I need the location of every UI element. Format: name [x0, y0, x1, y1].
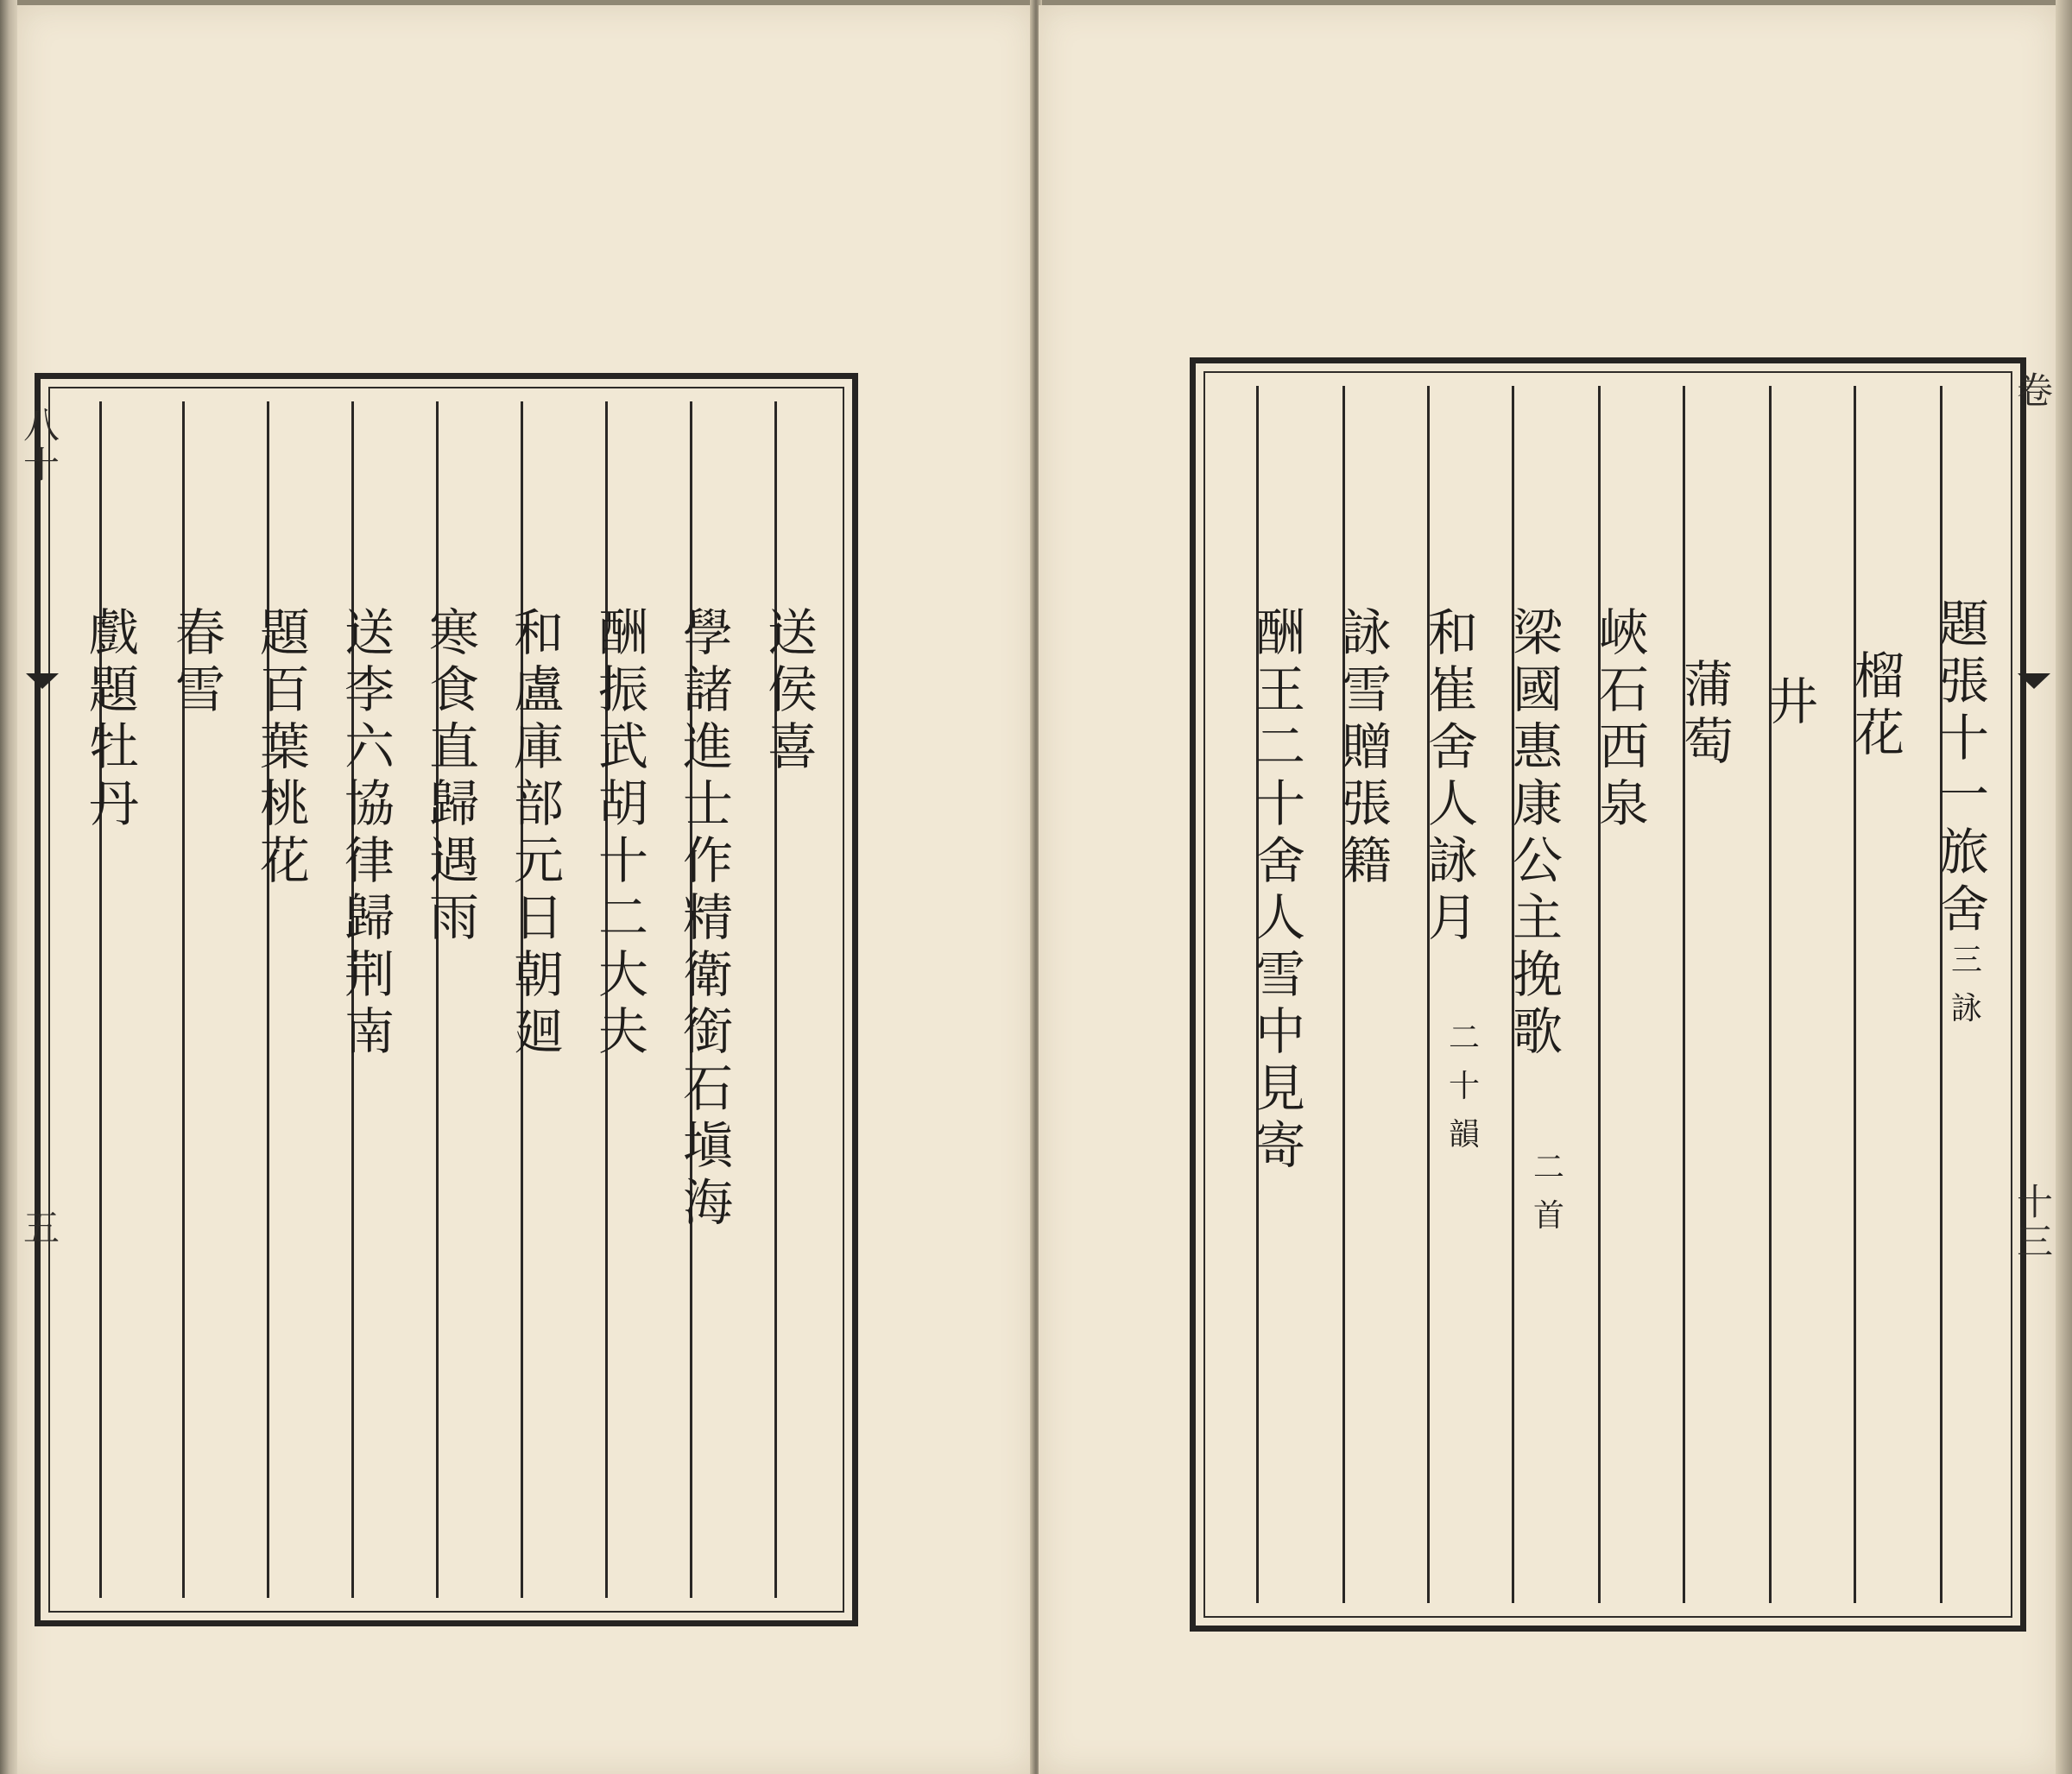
title-character: 十: [1254, 774, 1305, 833]
column-rule: [436, 401, 439, 1598]
title-character: 和: [1427, 603, 1478, 662]
title-character: 峽: [1598, 603, 1649, 662]
title-character: 六: [344, 717, 395, 776]
column-rule: [267, 401, 269, 1598]
title-character: 張: [1341, 774, 1392, 833]
note-character: 韻: [1448, 1117, 1480, 1152]
title-character: 廻: [513, 1002, 564, 1061]
title-character: 雨: [428, 888, 479, 947]
title-character: 石: [682, 1059, 733, 1118]
note-character: 首: [1532, 1198, 1564, 1234]
title-character: 協: [344, 774, 395, 833]
title-character: 舍: [1254, 831, 1305, 890]
title-character: 贈: [1341, 717, 1392, 776]
title-character: 諸: [682, 660, 733, 719]
title-character: 學: [682, 603, 733, 662]
title-character: 雪: [1341, 660, 1392, 719]
title-character: 公: [1512, 831, 1563, 890]
title-character: 朝: [513, 945, 564, 1004]
title-character: 喜: [767, 717, 818, 776]
poem-title-column: [84, 604, 144, 832]
title-character: 榴: [1854, 647, 1905, 705]
title-character: 旅: [1938, 823, 1989, 881]
title-character: 戲: [88, 603, 139, 662]
title-character: 進: [682, 717, 733, 776]
title-character: 庫: [513, 717, 564, 776]
title-character: 花: [259, 831, 310, 890]
title-character: 寄: [1254, 1116, 1305, 1175]
title-character: 寒: [428, 603, 479, 662]
title-character: 十: [597, 831, 648, 890]
title-character: 武: [597, 717, 648, 776]
title-character: 中: [1254, 1002, 1305, 1061]
title-character: 部: [513, 774, 564, 833]
title-character: 銜: [682, 1002, 733, 1061]
title-character: 詠: [1341, 603, 1392, 662]
title-character: 作: [682, 831, 733, 890]
poem-count-note: [1447, 1014, 1481, 1159]
title-character: 丹: [88, 774, 139, 833]
title-character: 胡: [597, 774, 648, 833]
note-character: 十: [1448, 1069, 1480, 1104]
title-character: 盧: [513, 660, 564, 719]
title-character: 題: [259, 603, 310, 662]
poem-title-column: [1250, 604, 1311, 1174]
right-page-frame: [1190, 357, 2026, 1632]
title-character: 律: [344, 831, 395, 890]
title-character: 南: [344, 1002, 395, 1061]
title-character: 雪: [174, 660, 225, 719]
fold-margin-bottom-label: [2018, 1183, 2052, 1262]
title-character: 蒲: [1683, 655, 1734, 714]
title-character: 歸: [428, 774, 479, 833]
poem-title-column: [762, 604, 823, 775]
poem-title-column: [593, 604, 654, 1060]
margin-character: 卷: [2017, 369, 2054, 412]
title-character: 葉: [259, 717, 310, 776]
column-rule: [1342, 386, 1345, 1603]
title-character: 石: [1598, 660, 1649, 719]
title-character: 百: [259, 660, 310, 719]
title-character: 西: [1598, 717, 1649, 776]
title-character: 雪: [1254, 945, 1305, 1004]
poem-title-column: [1678, 656, 1739, 770]
poem-title-column: [170, 604, 231, 718]
title-character: 二: [597, 888, 648, 947]
title-character: 日: [513, 888, 564, 947]
poem-title-column: [424, 604, 484, 946]
column-rule: [182, 401, 185, 1598]
title-character: 大: [597, 945, 648, 1004]
title-character: 送: [767, 603, 818, 662]
margin-character: 八: [23, 404, 60, 446]
title-character: 春: [174, 603, 225, 662]
title-character: 國: [1512, 660, 1563, 719]
title-character: 十: [1938, 709, 1989, 767]
title-character: 送: [344, 603, 395, 662]
book-spine-edge: [0, 0, 17, 1774]
title-character: 惠: [1512, 717, 1563, 776]
title-character: 士: [682, 774, 733, 833]
title-character: 酬: [1254, 603, 1305, 662]
column-rule: [1427, 386, 1430, 1603]
title-character: 一: [1938, 766, 1989, 824]
title-character: 月: [1427, 888, 1478, 947]
title-character: 荆: [344, 945, 395, 1004]
column-rule: [774, 401, 777, 1598]
title-character: 遇: [428, 831, 479, 890]
note-character: 詠: [1950, 991, 1982, 1026]
poem-title-column: [1849, 647, 1910, 761]
title-character: 康: [1512, 774, 1563, 833]
title-character: 王: [1254, 660, 1305, 719]
note-character: 二: [1448, 1020, 1480, 1056]
title-character: 二: [1254, 717, 1305, 776]
poem-title-column: [1594, 604, 1654, 832]
column-rule: [1854, 386, 1856, 1603]
title-character: 萄: [1683, 712, 1734, 771]
fold-margin-bottom-label: [24, 1209, 59, 1248]
title-character: 題: [1938, 595, 1989, 653]
fold-margin-top-label: [2018, 371, 2052, 411]
poem-title-column: [1507, 604, 1568, 1060]
poem-title-column: [1934, 596, 1994, 938]
title-character: 精: [682, 888, 733, 947]
title-character: 海: [682, 1173, 733, 1232]
poem-title-column: [255, 604, 315, 889]
title-character: 李: [344, 660, 395, 719]
title-character: 人: [1427, 774, 1478, 833]
title-character: 花: [1854, 704, 1905, 762]
title-character: 食: [428, 660, 479, 719]
fold-margin-top-label: [24, 406, 59, 485]
title-character: 桃: [259, 774, 310, 833]
column-rule: [1598, 386, 1601, 1603]
title-character: 詠: [1427, 831, 1478, 890]
poem-title-column: [1763, 673, 1823, 730]
column-rule: [1940, 386, 1942, 1603]
title-character: 主: [1512, 888, 1563, 947]
title-character: 直: [428, 717, 479, 776]
margin-character: 十: [23, 444, 60, 486]
title-character: 元: [513, 831, 564, 890]
title-character: 舍: [1427, 717, 1478, 776]
note-character: 二: [1532, 1150, 1564, 1185]
title-character: 牡: [88, 717, 139, 776]
poem-title-column: [339, 604, 400, 1060]
title-character: 泉: [1598, 774, 1649, 833]
title-character: 塡: [682, 1116, 733, 1175]
column-rule: [1769, 386, 1772, 1603]
title-character: 崔: [1427, 660, 1478, 719]
title-character: 振: [597, 660, 648, 719]
title-character: 侯: [767, 660, 818, 719]
poem-count-note: [1949, 937, 1984, 1033]
title-character: 梁: [1512, 603, 1563, 662]
book-right-edge: [2056, 0, 2072, 1774]
title-character: 張: [1938, 652, 1989, 710]
poem-title-column: [1336, 604, 1397, 889]
title-character: 歌: [1512, 1002, 1563, 1061]
title-character: 歸: [344, 888, 395, 947]
title-character: 籍: [1341, 831, 1392, 890]
note-character: 三: [1950, 943, 1982, 978]
column-rule: [1683, 386, 1685, 1603]
poem-count-note: [1532, 1144, 1566, 1241]
margin-character: 五: [23, 1207, 60, 1249]
poem-title-column: [509, 604, 569, 1060]
title-character: 酬: [597, 603, 648, 662]
title-character: 和: [513, 603, 564, 662]
margin-character: 三: [2017, 1221, 2054, 1263]
poem-title-column: [678, 604, 738, 1231]
title-character: 夫: [597, 1002, 648, 1061]
title-character: 挽: [1512, 945, 1563, 1004]
poem-title-column: [1423, 604, 1483, 946]
margin-character: 十: [2017, 1181, 2054, 1223]
column-rule: [99, 401, 102, 1598]
title-character: 見: [1254, 1059, 1305, 1118]
title-character: 人: [1254, 888, 1305, 947]
title-character: 井: [1767, 672, 1818, 731]
title-character: 舍: [1938, 880, 1989, 938]
title-character: 衛: [682, 945, 733, 1004]
title-character: 題: [88, 660, 139, 719]
